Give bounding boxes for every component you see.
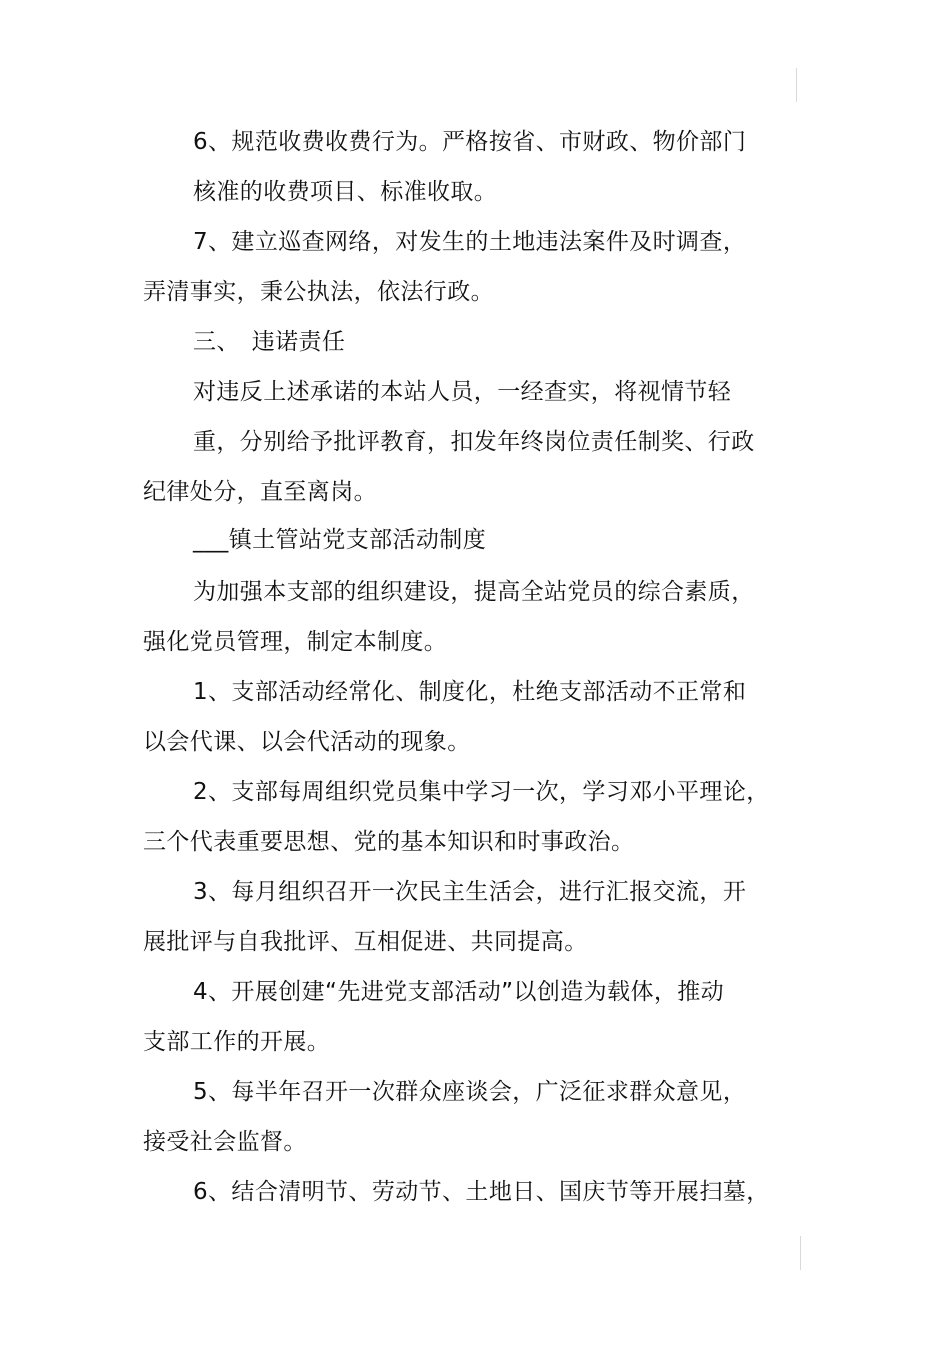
scan-edge-mark-bottom — [800, 1236, 801, 1270]
body-line: 展批评与自我批评、互相促进、共同提高。 — [143, 929, 588, 955]
body-line: 重，分别给予批评教育，扣发年终岗位责任制奖、行政 — [193, 429, 755, 455]
body-line: 弄清事实，秉公执法，依法行政。 — [143, 279, 494, 305]
body-line: 核准的收费项目、标准收取。 — [193, 179, 498, 205]
body-line: 4、开展创建“先进党支部活动”以创造为载体，推动 — [193, 979, 725, 1005]
body-line: 纪律处分，直至离岗。 — [143, 479, 377, 505]
body-line: 2、支部每周组织党员集中学习一次，学习邓小平理论， — [193, 779, 770, 805]
body-line: 6、规范收费收费行为。严格按省、市财政、物价部门 — [193, 129, 747, 155]
body-line: 支部工作的开展。 — [143, 1029, 331, 1055]
document-title: ___镇土管站党支部活动制度 — [193, 527, 487, 553]
body-line: 接受社会监督。 — [143, 1129, 307, 1155]
body-line: 为加强本支部的组织建设，提高全站党员的综合素质， — [193, 579, 755, 605]
body-line: 对违反上述承诺的本站人员，一经查实，将视情节轻 — [193, 379, 732, 405]
body-line: 7、建立巡查网络，对发生的土地违法案件及时调查， — [193, 229, 747, 255]
body-line: 三个代表重要思想、党的基本知识和时事政治。 — [143, 829, 635, 855]
body-line: 1、支部活动经常化、制度化，杜绝支部活动不正常和 — [193, 679, 747, 705]
scan-edge-mark-top — [796, 68, 797, 102]
body-line: 5、每半年召开一次群众座谈会，广泛征求群众意见， — [193, 1079, 747, 1105]
body-line: 以会代课、以会代活动的现象。 — [143, 729, 471, 755]
body-line: 3、每月组织召开一次民主生活会，进行汇报交流，开 — [193, 879, 747, 905]
section-heading: 三、 违诺责任 — [193, 329, 346, 355]
body-line: 6、结合清明节、劳动节、土地日、国庆节等开展扫墓， — [193, 1179, 770, 1205]
body-line: 强化党员管理，制定本制度。 — [143, 629, 448, 655]
